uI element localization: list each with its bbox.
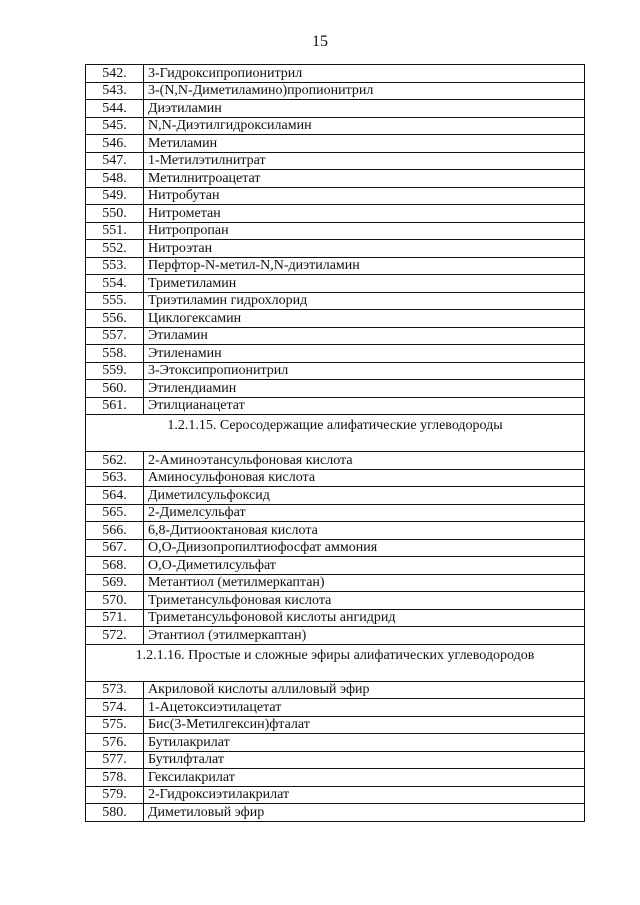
substance-name: Бутилфталат [144, 751, 585, 769]
table-row [86, 187, 585, 205]
row-number: 546. [86, 135, 144, 153]
section-header-row [86, 415, 585, 452]
table-row [86, 65, 585, 83]
row-number: 549. [86, 187, 144, 205]
row-number: 571. [86, 609, 144, 627]
table-row [86, 82, 585, 100]
table-row [86, 380, 585, 398]
table-row [86, 769, 585, 787]
substance-name: 1-Метилэтилнитрат [144, 152, 585, 170]
table-row [86, 240, 585, 258]
row-number: 543. [86, 82, 144, 100]
table-row [86, 751, 585, 769]
substance-name: Бис(3-Метилгексин)фталат [144, 716, 585, 734]
substance-name: 2-Димелсульфат [144, 504, 585, 522]
table-row [86, 345, 585, 363]
row-number: 570. [86, 592, 144, 610]
substance-name: Триэтиламин гидрохлорид [144, 292, 585, 310]
table-row [86, 574, 585, 592]
row-number: 569. [86, 574, 144, 592]
row-number: 553. [86, 257, 144, 275]
table-row [86, 716, 585, 734]
row-number: 559. [86, 362, 144, 380]
substance-name: Нитробутан [144, 187, 585, 205]
row-number: 557. [86, 327, 144, 345]
substance-name: Этиленамин [144, 345, 585, 363]
table-row [86, 592, 585, 610]
substance-name: Гексилакрилат [144, 769, 585, 787]
table-row [86, 539, 585, 557]
row-number: 578. [86, 769, 144, 787]
table-row [86, 734, 585, 752]
row-number: 575. [86, 716, 144, 734]
table-row [86, 117, 585, 135]
substance-name: 6,8-Дитиооктановая кислота [144, 522, 585, 540]
substance-name: Триметансульфоновая кислота [144, 592, 585, 610]
table-row [86, 504, 585, 522]
table-row [86, 804, 585, 822]
substance-name: Этантиол (этилмеркаптан) [144, 627, 585, 645]
substance-name: Акриловой кислоты аллиловый эфир [144, 681, 585, 699]
table-row [86, 557, 585, 575]
row-number: 563. [86, 469, 144, 487]
row-number: 545. [86, 117, 144, 135]
substance-name: Перфтор-N-метил-N,N-диэтиламин [144, 257, 585, 275]
row-number: 564. [86, 487, 144, 505]
row-number: 555. [86, 292, 144, 310]
section-header-row [86, 644, 585, 681]
substance-name: Нитроэтан [144, 240, 585, 258]
table-row [86, 310, 585, 328]
table-row [86, 135, 585, 153]
row-number: 561. [86, 397, 144, 415]
substance-name: Циклогексамин [144, 310, 585, 328]
row-number: 550. [86, 205, 144, 223]
row-number: 565. [86, 504, 144, 522]
substance-name: Нитрометан [144, 205, 585, 223]
table-row [86, 786, 585, 804]
substance-table-body [86, 65, 585, 822]
substance-name: Диэтиламин [144, 100, 585, 118]
substance-name: Аминосульфоновая кислота [144, 469, 585, 487]
substance-name: Диметилсульфоксид [144, 487, 585, 505]
table-row [86, 170, 585, 188]
row-number: 554. [86, 275, 144, 293]
substance-name: Метиламин [144, 135, 585, 153]
row-number: 574. [86, 699, 144, 717]
substance-name: Нитропропан [144, 222, 585, 240]
substance-name: 2-Гидроксиэтилакрилат [144, 786, 585, 804]
substance-name: Диметиловый эфир [144, 804, 585, 822]
substance-name: Триметансульфоновой кислоты ангидрид [144, 609, 585, 627]
table-row [86, 487, 585, 505]
substance-name: Триметиламин [144, 275, 585, 293]
row-number: 579. [86, 786, 144, 804]
substance-name: Метилнитроацетат [144, 170, 585, 188]
substance-table [85, 64, 585, 822]
row-number: 551. [86, 222, 144, 240]
substance-name: 3-Этоксипропионитрил [144, 362, 585, 380]
table-row [86, 397, 585, 415]
table-row [86, 205, 585, 223]
row-number: 562. [86, 452, 144, 470]
row-number: 573. [86, 681, 144, 699]
substance-name: Этилендиамин [144, 380, 585, 398]
row-number: 560. [86, 380, 144, 398]
substance-name: Метантиол (метилмеркаптан) [144, 574, 585, 592]
row-number: 552. [86, 240, 144, 258]
table-row [86, 681, 585, 699]
table-row [86, 469, 585, 487]
row-number: 544. [86, 100, 144, 118]
substance-name: 1-Ацетоксиэтилацетат [144, 699, 585, 717]
section-title: 1.2.1.15. Серосодержащие алифатические углеводороды [86, 415, 585, 452]
table-row [86, 627, 585, 645]
row-number: 547. [86, 152, 144, 170]
row-number: 572. [86, 627, 144, 645]
substance-name: 3-Гидроксипропионитрил [144, 65, 585, 83]
table-row [86, 609, 585, 627]
table-row [86, 522, 585, 540]
table-row [86, 362, 585, 380]
substance-name: О,О-Диизопропилтиофосфат аммония [144, 539, 585, 557]
substance-name: Этилцианацетат [144, 397, 585, 415]
row-number: 576. [86, 734, 144, 752]
section-title: 1.2.1.16. Простые и сложные эфиры алифатических углеводородов [86, 644, 585, 681]
row-number: 542. [86, 65, 144, 83]
table-row [86, 699, 585, 717]
table-row [86, 152, 585, 170]
substance-name: N,N-Диэтилгидроксиламин [144, 117, 585, 135]
row-number: 558. [86, 345, 144, 363]
substance-name: О,О-Диметилсульфат [144, 557, 585, 575]
row-number: 556. [86, 310, 144, 328]
substance-name: Этиламин [144, 327, 585, 345]
page-number: 15 [312, 33, 328, 50]
row-number: 567. [86, 539, 144, 557]
table-row [86, 327, 585, 345]
row-number: 548. [86, 170, 144, 188]
substance-name: Бутилакрилат [144, 734, 585, 752]
substance-name: 2-Аминоэтансульфоновая кислота [144, 452, 585, 470]
row-number: 568. [86, 557, 144, 575]
row-number: 577. [86, 751, 144, 769]
substance-name: 3-(N,N-Диметиламино)пропионитрил [144, 82, 585, 100]
table-row [86, 100, 585, 118]
table-row [86, 275, 585, 293]
row-number: 566. [86, 522, 144, 540]
table-row [86, 222, 585, 240]
row-number: 580. [86, 804, 144, 822]
table-row [86, 292, 585, 310]
table-row [86, 257, 585, 275]
table-row [86, 452, 585, 470]
